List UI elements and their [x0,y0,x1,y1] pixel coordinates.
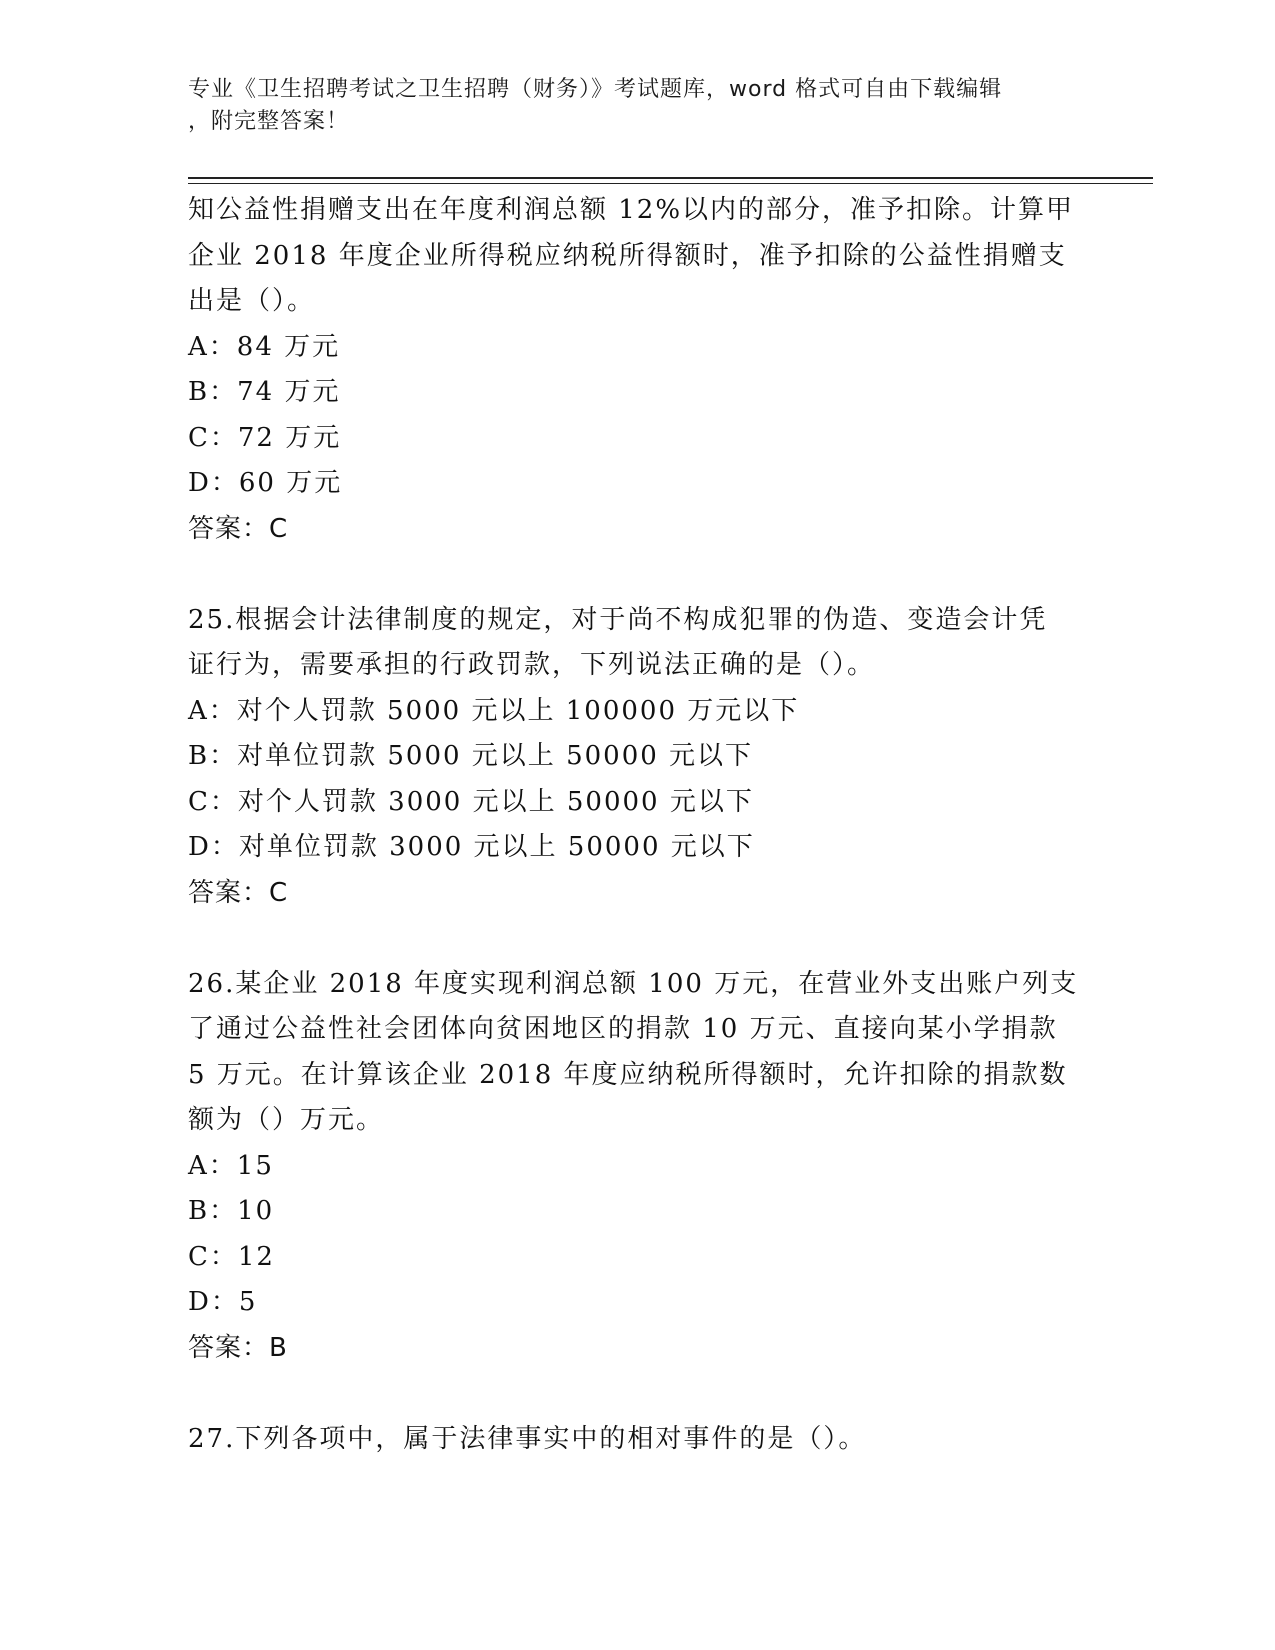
option-a: A：84 万元 [188,331,341,362]
question-25 [188,598,1088,917]
question-stem-line: 5 万元。在计算该企业 2018 年度应纳税所得额时，允许扣除的捐款数 [188,1059,1068,1090]
question-24 [188,188,1088,552]
header-rule-thick [188,177,1153,179]
question-27 [188,1417,1088,1463]
question-stem-line: 出是（）。 [188,286,316,316]
question-stem-line: 26.某企业 2018 年度实现利润总额 100 万元，在营业外支出账户列支 [188,968,1079,999]
question-stem-line: 25.根据会计法律制度的规定，对于尚不构成犯罪的伪造、变造会计凭 [188,604,1048,635]
header-line-2: ，附完整答案！ [188,109,350,134]
question-stem-line: 证行为，需要承担的行政罚款，下列说法正确的是（）。 [188,650,876,680]
question-26 [188,962,1088,1372]
option-d: D：60 万元 [188,468,343,498]
answer-line: 答案：B [188,1332,288,1363]
spacer [188,916,1088,962]
spacer [188,552,1088,598]
option-b: B：74 万元 [188,377,341,407]
option-d: D：5 [188,1287,258,1317]
page-header [188,74,1088,138]
answer-line: 答案：C [188,513,289,544]
option-b: B：对单位罚款 5000 元以上 50000 元以下 [188,741,754,771]
question-stem-line: 额为（）万元。 [188,1105,385,1135]
question-stem-line: 知公益性捐赠支出在年度利润总额 12%以内的部分，准予扣除。计算甲 [188,195,1075,225]
option-a: A：对个人罚款 5000 元以上 100000 万元以下 [188,695,800,726]
question-stem-line: 了通过公益性社会团体向贫困地区的捐款 10 万元、直接向某小学捐款 [188,1014,1058,1044]
spacer [188,1371,1088,1417]
header-line-1: 专业《卫生招聘考试之卫生招聘（财务）》考试题库，word 格式可自由下载编辑 [188,77,1003,102]
header-rule-thin [188,183,1153,184]
option-d: D：对单位罚款 3000 元以上 50000 元以下 [188,832,755,862]
question-content [188,188,1088,1462]
option-a: A：15 [188,1150,274,1181]
option-c: C：12 [188,1241,275,1272]
option-c: C：对个人罚款 3000 元以上 50000 元以下 [188,786,754,817]
option-b: B：10 [188,1196,275,1226]
question-stem-line: 27.下列各项中，属于法律事实中的相对事件的是（）。 [188,1423,867,1454]
question-stem-line: 企业 2018 年度企业所得税应纳税所得额时，准予扣除的公益性捐赠支 [188,240,1067,271]
answer-line: 答案：C [188,877,289,908]
option-c: C：72 万元 [188,422,342,453]
